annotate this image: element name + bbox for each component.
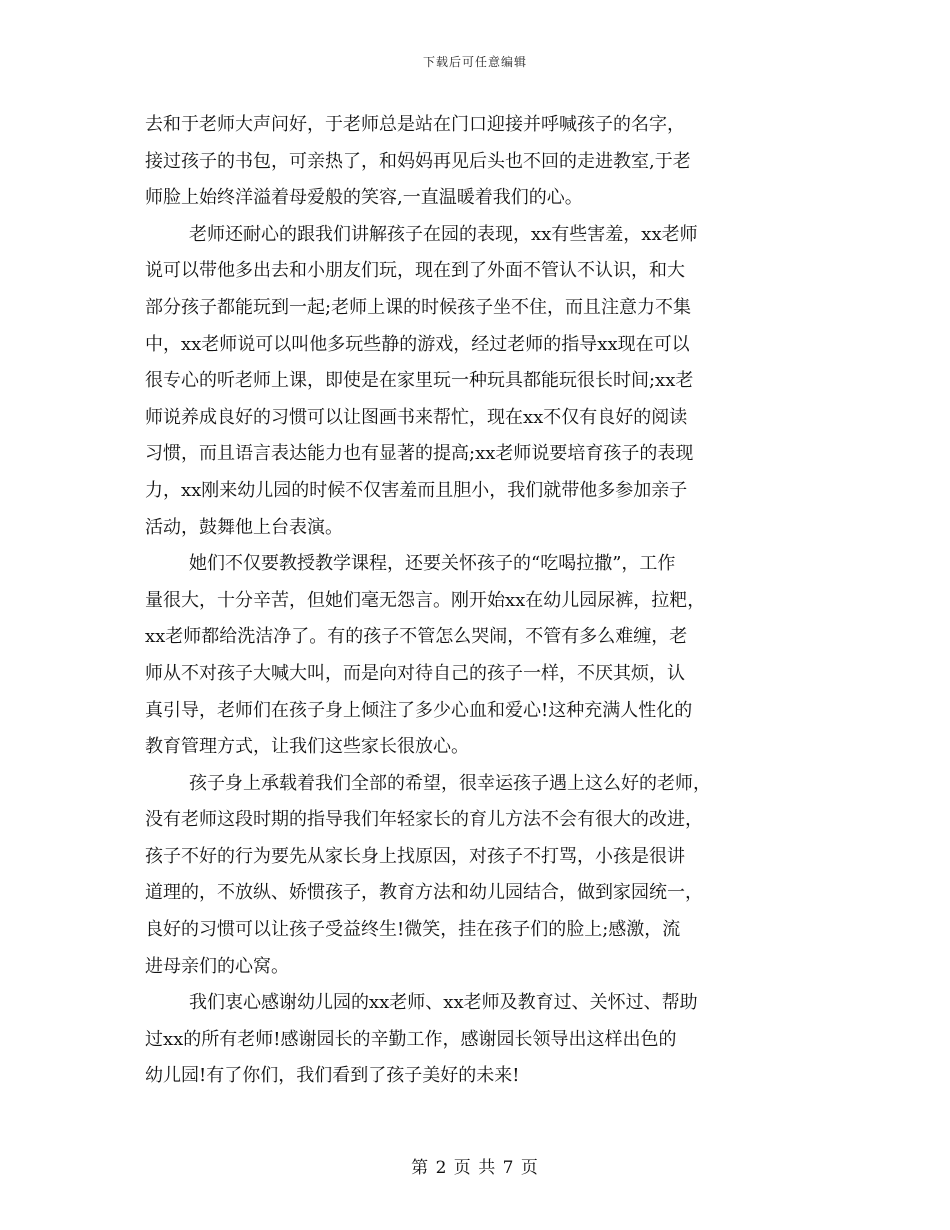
document-body (145, 107, 815, 1095)
text-line: 孩子身上承载着我们全部的希望，很幸运孩子遇上这么好的老师， (189, 772, 711, 794)
text-line: 她们不仅要教授教学课程，还要关怀孩子的“吃喝拉撒”，工作 (189, 553, 676, 575)
text-line: 去和于老师大声问好，于老师总是站在门口迎接并呼喊孩子的名字， (145, 114, 685, 135)
text-line: 教育管理方式，让我们这些家长很放心。 (145, 736, 469, 758)
text-line: 中，xx老师说可以叫他多玩些静的游戏，经过老师的指导xx现在可以 (145, 333, 690, 355)
text-line: 师从不对孩子大喊大叫，而是向对待自己的孩子一样，不厌其烦，认 (145, 662, 685, 684)
text-line: 没有老师这段时期的指导我们年轻家长的育儿方法不会有很大的改进， (145, 809, 703, 831)
text-line: 习惯，而且语言表达能力也有显著的提高;xx老师说要培育孩子的表现 (145, 443, 694, 465)
text-line: 力，xx刚来幼儿园的时候不仅害羞而且胆小，我们就带他多参加亲子 (145, 479, 688, 501)
text-line: 过xx的所有老师!感谢园长的辛勤工作，感谢园长领导出这样出色的 (145, 1028, 677, 1050)
paragraph-3 (145, 546, 815, 766)
text-line: xx老师都给洗洁净了。有的孩子不管怎么哭闹，不管有多么难缠，老 (145, 626, 688, 648)
text-line: 老师还耐心的跟我们讲解孩子在园的表现，xx有些害羞，xx老师 (189, 223, 698, 245)
paragraph-2 (145, 217, 815, 546)
text-line: 师脸上始终洋溢着母爱般的笑容,一直温暖着我们的心。 (145, 187, 583, 209)
text-line: 真引导，老师们在孩子身上倾注了多少心血和爱心!这种充满人性化的 (145, 699, 693, 721)
page-number-footer: 第 2 页 共 7 页 (411, 1158, 539, 1178)
text-line: 活动，鼓舞他上台表演。 (145, 516, 343, 538)
text-line: 孩子不好的行为要先从家长身上找原因，对孩子不打骂，小孩是很讲 (145, 845, 685, 867)
text-line: 良好的习惯可以让孩子受益终生!微笑，挂在孩子们的脸上;感激，流 (145, 919, 681, 941)
text-line: 幼儿园!有了你们，我们看到了孩子美好的未来! (145, 1065, 520, 1087)
text-line: 师说养成良好的习惯可以让图画书来帮忙，现在xx不仅有良好的阅读 (145, 406, 688, 428)
text-line: 量很大，十分辛苦，但她们毫无怨言。刚开始xx在幼儿园尿裤，拉粑， (145, 589, 706, 611)
text-line: 很专心的听老师上课，即使是在家里玩一种玩具都能玩很长时间;xx老 (145, 370, 694, 392)
paragraph-4 (145, 766, 815, 986)
paragraph-1 (145, 107, 815, 217)
text-line: 我们衷心感谢幼儿园的xx老师、xx老师及教育过、关怀过、帮助 (189, 992, 698, 1014)
text-line: 部分孩子都能玩到一起;老师上课的时候孩子坐不住，而且注意力不集 (145, 296, 692, 318)
page-header: 下载后可任意编辑 (422, 55, 527, 69)
paragraph-5 (145, 985, 815, 1095)
text-line: 道理的，不放纵、娇惯孩子，教育方法和幼儿园结合，做到家园统一， (145, 882, 703, 904)
text-line: 接过孩子的书包，可亲热了，和妈妈再见后头也不回的走进教室,于老 (145, 150, 691, 172)
text-line: 说可以带他多出去和小朋友们玩，现在到了外面不管认不认识，和大 (145, 260, 685, 282)
text-line: 进母亲们的心窝。 (145, 955, 289, 977)
